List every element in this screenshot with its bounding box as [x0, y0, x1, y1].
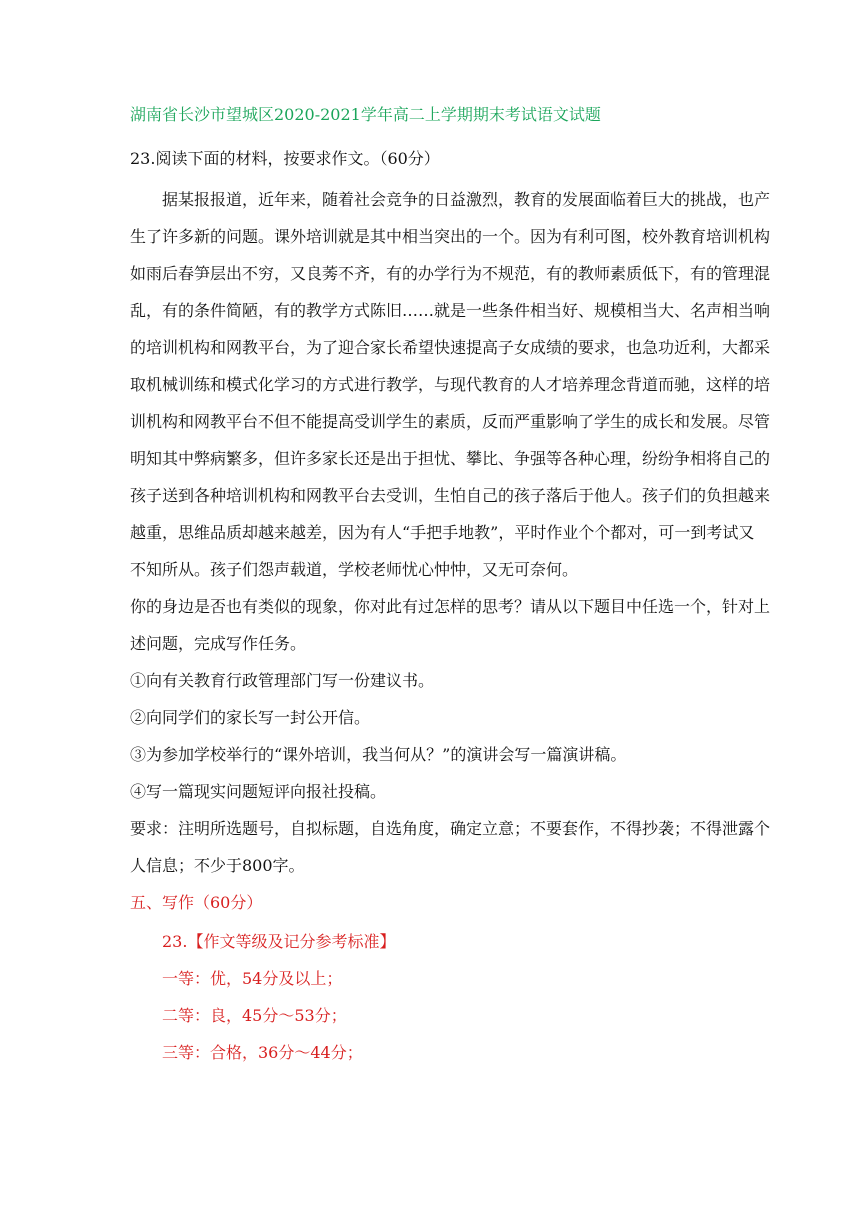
- writing-options: [130, 662, 742, 810]
- requirement-line: 要求：注明所选题号，自拟标题，自选角度，确定立意；不要套作，不得抄袭；不得泄露个: [130, 819, 771, 838]
- scoring-standard-heading: 23.【作文等级及记分参考标准】: [162, 932, 396, 951]
- prompt-line: 你的身边是否也有类似的现象，你对此有过怎样的思考？请从以下题目中任选一个，针对上: [130, 597, 771, 616]
- grade-item: 一等：优，54分及以上；: [162, 969, 343, 988]
- material-line: 据某报报道，近年来，随着社会竞争的日益激烈，教育的发展面临着巨大的挑战，也产: [162, 190, 771, 209]
- answer-section: [130, 884, 742, 1071]
- requirement-line: 人信息；不少于800字。: [130, 856, 305, 875]
- option-item: ①向有关教育行政管理部门写一份建议书。: [130, 671, 435, 690]
- material-line: 乱，有的条件简陋，有的教学方式陈旧……就是一些条件相当好、规模相当大、名声相当响: [130, 301, 771, 320]
- prompt-line: 述问题，完成写作任务。: [130, 634, 307, 653]
- requirements: [130, 810, 771, 884]
- question-heading: 23.阅读下面的材料，按要求作文。（60分）: [130, 149, 440, 168]
- material-line: 越重，思维品质却越来越差，因为有人“手把手地教”，平时作业个个都对，可一到考试又: [130, 523, 755, 542]
- material-line: 不知所从。孩子们怨声载道，学校老师忧心忡忡，又无可奈何。: [130, 560, 579, 579]
- option-item: ③为参加学校举行的“课外培训，我当何从？”的演讲会写一篇演讲稿。: [130, 745, 627, 764]
- exam-title: 湖南省长沙市望城区2020-2021学年高二上学期期末考试语文试题: [130, 105, 601, 124]
- option-item: ④写一篇现实问题短评向报社投稿。: [130, 782, 387, 801]
- material-paragraph: [130, 181, 771, 588]
- material-line: 孩子送到各种培训机构和网教平台去受训，生怕自己的孩子落后于他人。孩子们的负担越来: [130, 486, 771, 505]
- material-line: 明知其中弊病繁多，但许多家长还是出于担忧、攀比、争强等各种心理，纷纷争相将自己的: [130, 449, 771, 468]
- answer-section-heading: 五、写作（60分）: [130, 893, 263, 912]
- grade-item: 二等：良，45分～53分；: [162, 1006, 347, 1025]
- writing-prompt: [130, 588, 771, 662]
- document-content: [130, 100, 771, 1071]
- material-line: 生了许多新的问题。课外培训就是其中相当突出的一个。因为有利可图，校外教育培训机构: [130, 227, 771, 246]
- material-line: 训机构和网教平台不但不能提高受训学生的素质，反而严重影响了学生的成长和发展。尽管: [130, 412, 771, 431]
- material-line: 的培训机构和网教平台，为了迎合家长希望快速提高子女成绩的要求，也急功近利，大都采: [130, 338, 771, 357]
- material-line: 如雨后春笋层出不穷，又良莠不齐，有的办学行为不规范，有的教师素质低下，有的管理混: [130, 264, 771, 283]
- option-item: ②向同学们的家长写一封公开信。: [130, 708, 371, 727]
- grade-item: 三等：合格，36分～44分；: [162, 1043, 363, 1062]
- material-line: 取机械训练和模式化学习的方式进行教学，与现代教育的人才培养理念背道而驰，这样的培: [130, 375, 771, 394]
